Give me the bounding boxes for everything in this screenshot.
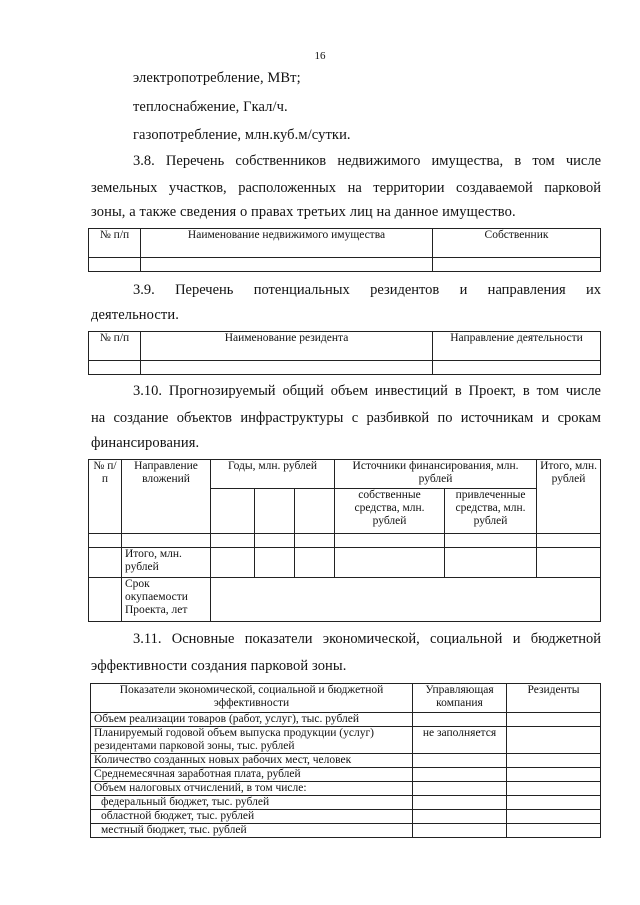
- column-header-own-funds: собственные средства, млн. рублей: [335, 489, 445, 534]
- table-row: [89, 258, 601, 272]
- paragraph-line: 3.9. Перечень потенциальных резидентов и направления их: [133, 282, 601, 298]
- table-row: [91, 810, 601, 824]
- intro-line: электропотребление, МВт;: [133, 70, 301, 86]
- row-label: местный бюджет, тыс. рублей: [91, 824, 413, 838]
- paragraph-line: 3.8. Перечень собственников недвижимого имущества, в том числе: [133, 153, 601, 169]
- row-label: Объем реализации товаров (работ, услуг), тыс. рублей: [91, 713, 413, 727]
- column-header-no: № п/п: [89, 229, 141, 258]
- column-header-owner: Собственник: [433, 229, 601, 258]
- paragraph-line: финансирования.: [91, 435, 200, 451]
- table-row: [89, 578, 601, 622]
- paragraph-line: земельных участков, расположенных на территории создаваемой парковой: [91, 180, 601, 196]
- table-row: [91, 754, 601, 768]
- column-header-residents: Резиденты: [507, 684, 601, 713]
- paragraph-line: эффективности создания парковой зоны.: [91, 658, 347, 674]
- row-label: Количество созданных новых рабочих мест, человек: [91, 754, 413, 768]
- column-header-years: Годы, млн. рублей: [211, 460, 335, 489]
- investments-table: [88, 459, 601, 622]
- company-value: [413, 810, 507, 824]
- page-number: 16: [314, 50, 326, 62]
- row-label: Объем налоговых отчислений, в том числе:: [91, 782, 413, 796]
- table-row: [91, 782, 601, 796]
- paragraph-line: деятельности.: [91, 307, 179, 323]
- table-row: [91, 796, 601, 810]
- efficiency-table: [90, 683, 601, 838]
- property-owners-table: [88, 228, 601, 272]
- table-row: [89, 534, 601, 548]
- column-header-attracted-funds: привлеченные средства, млн. рублей: [445, 489, 537, 534]
- row-label-payback: Срок окупаемости Проекта, лет: [122, 578, 211, 622]
- table-row: [89, 361, 601, 375]
- column-header-company: Управляющая компания: [413, 684, 507, 713]
- intro-line: теплоснабжение, Гкал/ч.: [133, 99, 288, 115]
- company-value: [413, 824, 507, 838]
- table-row: [91, 727, 601, 754]
- column-header-sources: Источники финансирования, млн. рублей: [335, 460, 537, 489]
- company-value: не заполняется: [413, 727, 507, 754]
- table-row: [91, 768, 601, 782]
- row-label: Среднемесячная заработная плата, рублей: [91, 768, 413, 782]
- row-label: федеральный бюджет, тыс. рублей: [91, 796, 413, 810]
- company-value: [413, 782, 507, 796]
- intro-line: газопотребление, млн.куб.м/сутки.: [133, 127, 351, 143]
- column-header-indicators: Показатели экономической, социальной и бюджетной эффективности: [91, 684, 413, 713]
- company-value: [413, 713, 507, 727]
- column-header-property: Наименование недвижимого имущества: [141, 229, 433, 258]
- company-value: [413, 754, 507, 768]
- residents-table: [88, 331, 601, 375]
- column-header-activity: Направление деятельности: [433, 332, 601, 361]
- paragraph-line: 3.11. Основные показатели экономической, социальной и бюджетной: [133, 631, 601, 647]
- column-header-direction: Направление вложений: [122, 460, 211, 534]
- paragraph-line: 3.10. Прогнозируемый общий объем инвестиций в Проект, в том числе: [133, 383, 601, 399]
- row-label-total: Итого, млн. рублей: [122, 548, 211, 578]
- paragraph-line: на создание объектов инфраструктуры с разбивкой по источникам и срокам: [91, 410, 601, 426]
- company-value: [413, 796, 507, 810]
- column-header-no: № п/п: [89, 332, 141, 361]
- company-value: [413, 768, 507, 782]
- table-row: [91, 713, 601, 727]
- table-row: [91, 824, 601, 838]
- row-label: областной бюджет, тыс. рублей: [91, 810, 413, 824]
- paragraph-line: зоны, а также сведения о правах третьих лиц на данное имущество.: [91, 204, 516, 220]
- column-header-resident: Наименование резидента: [141, 332, 433, 361]
- column-header-no: № п/п: [89, 460, 122, 534]
- row-label: Планируемый годовой объем выпуска продукции (услуг) резидентами парковой зоны, тыс. рублей: [91, 727, 413, 754]
- column-header-total: Итого, млн. рублей: [537, 460, 601, 534]
- table-row: [89, 548, 601, 578]
